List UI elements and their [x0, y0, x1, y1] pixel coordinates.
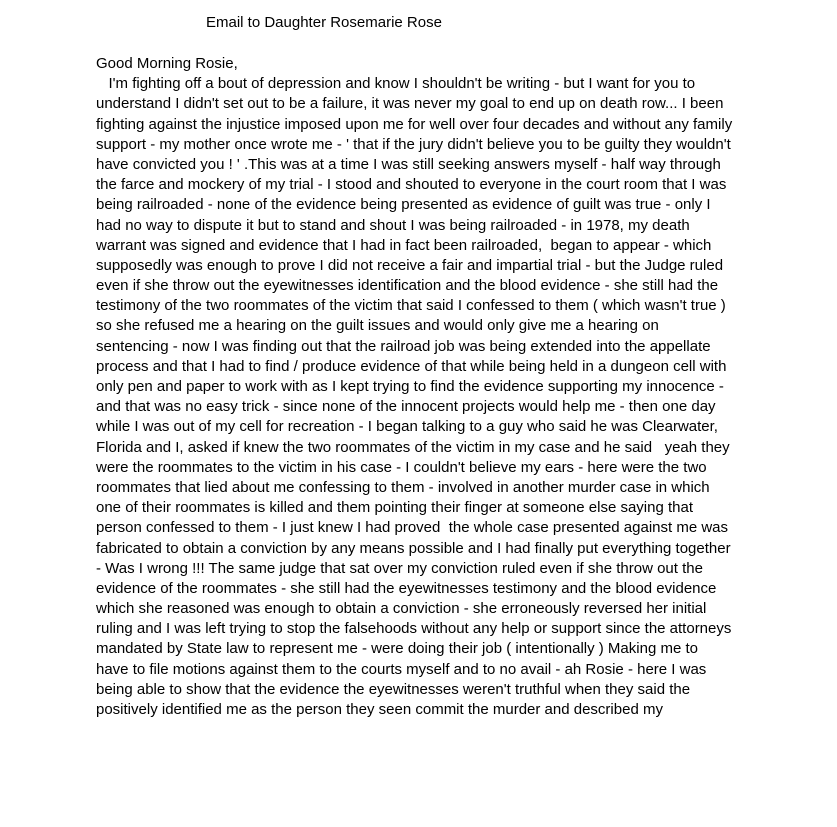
body-line: one of their roommates is killed and them pointing their finger at someone else saying that [96, 499, 693, 517]
document-title: Email to Daughter Rosemarie Rose [206, 14, 442, 31]
body-line: support - my mother once wrote me - ' that if the jury didn't believe you to be guilty they wouldn't [96, 135, 731, 153]
body-line: fabricated to obtain a conviction by any means possible and I had finally put everything together [96, 539, 731, 557]
body-line: have convicted you ! ' .This was at a time I was still seeking answers myself - half way through [96, 155, 721, 173]
body-line: evidence of the roommates - she still had the eyewitnesses testimony and the blood evidence [96, 579, 717, 597]
body-line: so she refused me a hearing on the guilt issues and would only give me a hearing on [96, 317, 659, 335]
salutation-line: Good Morning Rosie, [96, 55, 238, 72]
body-line: supposedly was enough to prove I did not receive a fair and impartial trial - but the Judge ruled [96, 256, 724, 274]
body-line: had no way to dispute it but to stand and shout I was being railroaded - in 1978, my death [96, 216, 690, 234]
body-line: positively identified me as the person they seen commit the murder and described my [96, 701, 663, 718]
body-line: fighting against the injustice imposed upon me for well over four decades and without any family [96, 115, 733, 133]
body-line: being able to show that the evidence the eyewitnesses weren't truthful when they said the [96, 680, 691, 698]
body-line: mandated by State law to represent me - were doing their job ( intentionally ) Making me to [96, 640, 698, 658]
body-line: - Was I wrong !!! The same judge that sat over my conviction ruled even if she throw out the [96, 559, 703, 577]
body-line: Florida and I, asked if knew the two roommates of the victim in my case and he said yeah they [96, 438, 730, 456]
body-line: while I was out of my cell for recreation - I began talking to a guy who said he was Clearwater, [96, 418, 718, 436]
body-line: person confessed to them - I just knew I had proved the whole case presented against me was [96, 519, 729, 537]
body-line: ruling and I was left trying to stop the falsehoods without any help or support since the attorneys [96, 620, 732, 638]
body-line: I'm fighting off a bout of depression and know I shouldn't be writing - but I want for you to [96, 75, 696, 93]
body-line: warrant was signed and evidence that I had in fact been railroaded, began to appear - which [96, 236, 712, 254]
body-line: process and that I had to find / produce evidence of that while being held in a dungeon cell with [96, 357, 727, 375]
body-line: which she reasoned was enough to obtain a conviction - she erroneously reversed her initial [96, 600, 707, 618]
body-line: being railroaded - none of the evidence being presented as evidence of guilt was true - only I [96, 196, 711, 214]
body-line: the farce and mockery of my trial - I stood and shouted to everyone in the court room that I was [96, 176, 727, 194]
body-line: roommates that lied about me confessing to them - involved in another murder case in which [96, 478, 710, 496]
body-line: were the roommates to the victim in his case - I couldn't believe my ears - here were the two [96, 458, 707, 476]
letter-body [96, 54, 756, 720]
body-line: understand I didn't set out to be a failure, it was never my goal to end up on death row... I been [96, 95, 724, 113]
body-line: sentencing - now I was finding out that the railroad job was being extended into the appellate [96, 337, 711, 355]
body-line: and that was no easy trick - since none of the innocent projects would help me - then one day [96, 398, 716, 416]
body-line: even if she throw out the eyewitnesses identification and the blood evidence - she still had the [96, 277, 719, 295]
body-line: only pen and paper to work with as I kept trying to find the evidence supporting my innocence - [96, 378, 724, 395]
body-line: have to file motions against them to the courts myself and to no avail - ah Rosie - here I was [96, 660, 707, 678]
body-line: testimony of the two roommates of the victim that said I confessed to them ( which wasn't true ) [96, 297, 726, 315]
